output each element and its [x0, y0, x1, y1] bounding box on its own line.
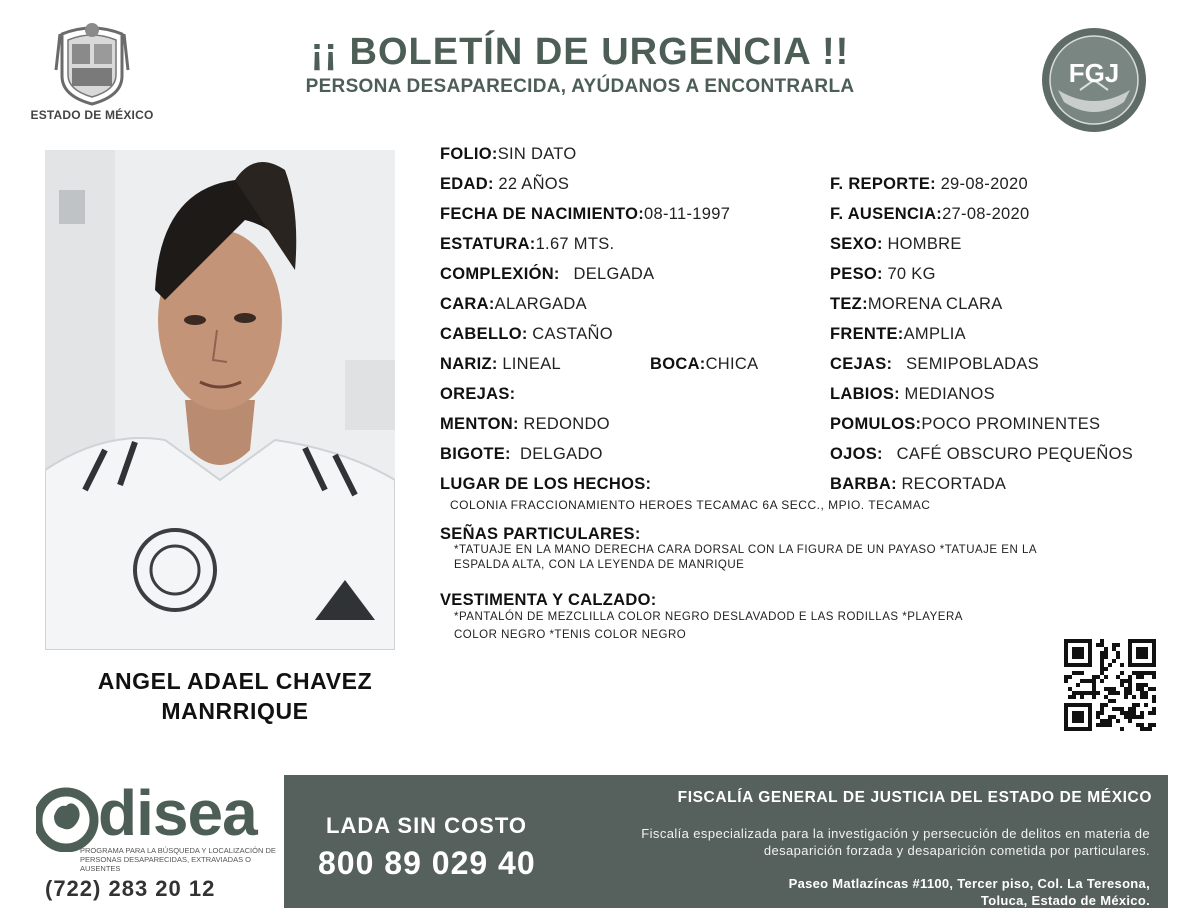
fgj-name: FISCALÍA GENERAL DE JUSTICIA DEL ESTADO DE MÉXICO — [677, 789, 1152, 806]
field-orejas: OREJAS: — [440, 385, 516, 403]
fgj-seal-icon — [1040, 26, 1148, 134]
odisea-brand: disea — [98, 777, 257, 849]
field-estatura: ESTATURA:1.67 MTS. — [440, 235, 615, 253]
missing-person-photo — [45, 150, 395, 650]
field-folio: FOLIO:SIN DATO — [440, 145, 577, 163]
person-name-line1: ANGEL ADAEL CHAVEZ — [97, 668, 373, 694]
field-lugar-hechos: LUGAR DE LOS HECHOS: — [440, 475, 652, 493]
field-nariz: NARIZ: LINEAL — [440, 355, 561, 373]
field-complexion: COMPLEXIÓN: DELGADA — [440, 265, 655, 283]
field-labios: LABIOS: MEDIANOS — [830, 385, 995, 403]
bulletin-header — [200, 30, 960, 98]
field-cabello: CABELLO: CASTAÑO — [440, 325, 613, 343]
vestimenta-line2: COLOR NEGRO *TENIS COLOR NEGRO — [454, 629, 687, 641]
odisea-map-icon — [36, 786, 100, 852]
address-line2: Toluca, Estado de México. — [980, 893, 1150, 908]
person-name-line2: MANRRIQUE — [161, 698, 309, 724]
qr-code-icon — [1064, 639, 1156, 731]
lada-sin-costo-label: LADA SIN COSTO — [326, 813, 528, 838]
field-menton: MENTON: REDONDO — [440, 415, 610, 433]
lugar-hechos-value: COLONIA FRACCIONAMIENTO HEROES TECAMAC 6A SECC., MPIO. TECAMAC — [450, 498, 931, 512]
field-boca: BOCA:CHICA — [650, 355, 759, 373]
senas-particulares-line1: *TATUAJE EN LA MANO DERECHA CARA DORSAL CON LA FIGURA DE UN PAYASO *TATUAJE EN LA — [454, 544, 1038, 556]
person-photo-illustration — [45, 150, 395, 650]
vestimenta-label: VESTIMENTA Y CALZADO: — [440, 591, 657, 609]
field-cejas: CEJAS: SEMIPOBLADAS — [830, 355, 1039, 373]
field-fecha-nacimiento: FECHA DE NACIMIENTO:08-11-1997 — [440, 205, 731, 223]
field-edad: EDAD: 22 AÑOS — [440, 175, 570, 193]
qr-code[interactable] — [1064, 639, 1156, 731]
bulletin-title: ¡¡ BOLETÍN DE URGENCIA !! — [310, 31, 850, 73]
senas-particulares-line2: ESPALDA ALTA, CON LA LEYENDA DE MANRIQUE — [454, 559, 745, 571]
senas-particulares-label: SEÑAS PARTICULARES: — [440, 525, 641, 543]
contact-band — [284, 775, 1168, 908]
lada-sin-costo-number[interactable]: 800 89 029 40 — [318, 845, 536, 881]
fgj-description: Fiscalía especializada para la investigación y persecución de delitos en materia de desaparición forzada y desaparición cometida por particulares. — [641, 826, 1150, 858]
coat-of-arms-icon — [52, 20, 132, 106]
address-line1: Paseo Matlazíncas #1100, Tercer piso, Col. La Teresona, — [788, 876, 1150, 891]
vestimenta-line1: *PANTALÓN DE MEZCLILLA COLOR NEGRO DESLAVADOD E LAS RODILLAS *PLAYERA — [454, 611, 963, 623]
field-bigote: BIGOTE: DELGADO — [440, 445, 603, 463]
missing-person-name — [45, 666, 425, 726]
field-barba: BARBA: RECORTADA — [830, 475, 1007, 493]
bulletin-subtitle: PERSONA DESAPARECIDA, AYÚDANOS A ENCONTRARLA — [305, 76, 855, 97]
field-cara: CARA:ALARGADA — [440, 295, 587, 313]
field-peso: PESO: 70 KG — [830, 265, 936, 283]
field-ojos: OJOS: CAFÉ OBSCURO PEQUEÑOS — [830, 445, 1134, 463]
fgj-badge-text: FGJ — [1068, 58, 1120, 88]
fgj-address — [789, 875, 1150, 909]
field-pomulos: POMULOS:POCO PROMINENTES — [830, 415, 1101, 433]
estado-de-mexico-label: ESTADO DE MÉXICO — [30, 108, 154, 122]
field-frente: FRENTE:AMPLIA — [830, 325, 966, 343]
estado-de-mexico-logo — [30, 20, 154, 130]
fgj-logo — [1040, 26, 1148, 134]
field-f-reporte: F. REPORTE: 29-08-2020 — [830, 175, 1028, 193]
field-sexo: SEXO: HOMBRE — [830, 235, 962, 253]
odisea-phone[interactable]: (722) 283 20 12 — [45, 876, 216, 901]
odisea-description: PROGRAMA PARA LA BÚSQUEDA Y LOCALIZACIÓN DE PERSONAS DESAPARECIDAS, EXTRAVIADAS O AUSENTES — [80, 846, 276, 873]
field-tez: TEZ:MORENA CLARA — [830, 295, 1003, 313]
field-f-ausencia: F. AUSENCIA:27-08-2020 — [830, 205, 1030, 223]
